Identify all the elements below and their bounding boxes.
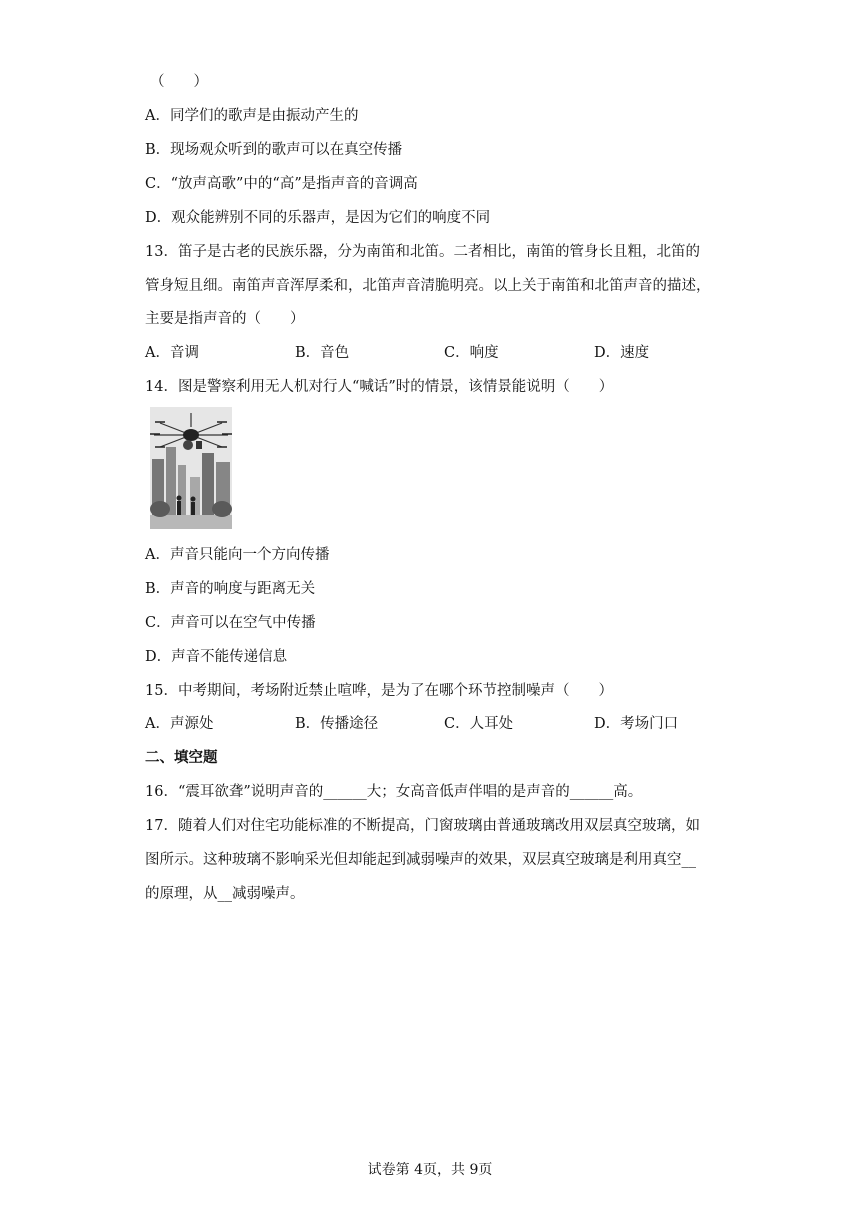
q14-option-b: B．声音的响度与距离无关	[145, 581, 316, 597]
q15-option-d: D．考场门口	[594, 716, 679, 732]
q15-stem: 15．中考期间，考场附近禁止喧哗，是为了在哪个环节控制噪声（ ）	[145, 683, 613, 699]
q14-stem: 14．图是警察利用无人机对行人“喊话”时的情景，该情景能说明（ ）	[145, 379, 614, 395]
drone-photo-figure	[150, 407, 232, 529]
q13-option-b: B．音色	[295, 345, 350, 361]
q13-stem-line-3: 主要是指声音的（ ）	[145, 311, 305, 327]
q16-stem: 16．“震耳欲聋”说明声音的______大；女高音低声伴唱的是声音的______高。	[145, 784, 643, 800]
q13-option-a: A．音调	[145, 345, 199, 361]
q14-option-d: D．声音不能传递信息	[145, 649, 288, 665]
q17-stem-line-2: 图所示。这种玻璃不影响采光但却能起到减弱噪声的效果，双层真空玻璃是利用真空__	[145, 852, 696, 868]
q12-option-d: D．观众能辨别不同的乐器声，是因为它们的响度不同	[145, 210, 491, 226]
q12-option-c: C．“放声高歌”中的“高”是指声音的音调高	[145, 176, 418, 192]
q17-stem-line-1: 17．随着人们对住宅功能标准的不断提高，门窗玻璃由普通玻璃改用双层真空玻璃，如	[145, 818, 700, 834]
q15-option-a: A．声源处	[145, 716, 214, 732]
q12-option-b: B．现场观众听到的歌声可以在真空传播	[145, 142, 403, 158]
q13-stem-line-1: 13．笛子是古老的民族乐器，分为南笛和北笛。二者相比，南笛的管身长且粗，北笛的	[145, 244, 700, 260]
q12-option-a: A．同学们的歌声是由振动产生的	[145, 108, 359, 124]
q13-option-c: C．响度	[444, 345, 499, 361]
q15-option-b: B．传播途径	[295, 716, 379, 732]
q14-option-a: A．声音只能向一个方向传播	[145, 547, 330, 563]
page-footer: 试卷第 4页，共 9页	[367, 1162, 493, 1178]
q14-option-c: C．声音可以在空气中传播	[145, 615, 316, 631]
drone-photo-icon	[150, 407, 232, 529]
q13-stem-line-2: 管身短且细。南笛声音浑厚柔和，北笛声音清脆明亮。以上关于南笛和北笛声音的描述，	[145, 278, 711, 294]
q13-option-d: D．速度	[594, 345, 650, 361]
q17-stem-line-3: 的原理，从__减弱噪声。	[145, 886, 305, 902]
section-title-fill-in: 二、填空题	[145, 750, 218, 766]
q15-option-c: C．人耳处	[444, 716, 514, 732]
q12-bracket: （ ）	[150, 74, 208, 90]
